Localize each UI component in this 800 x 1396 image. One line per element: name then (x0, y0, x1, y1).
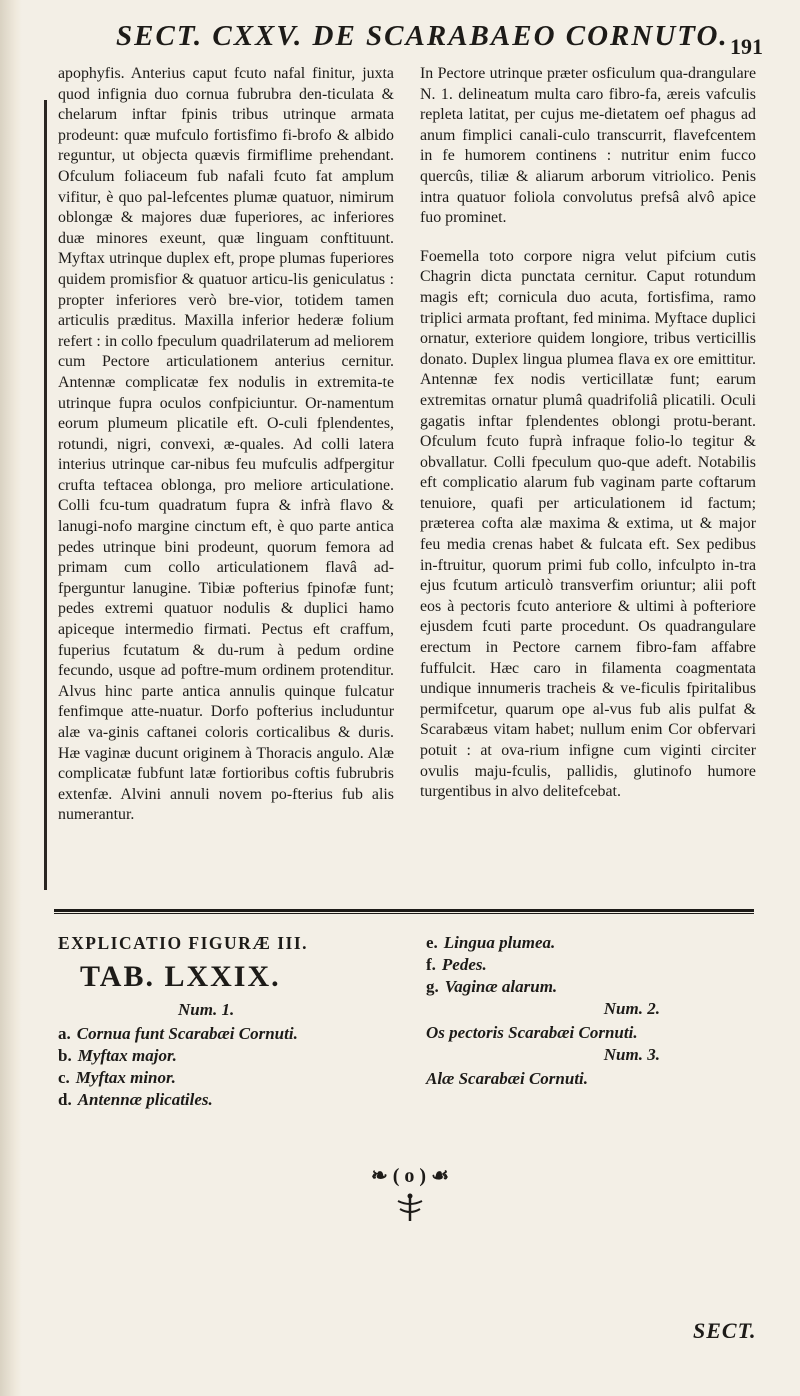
legend-key: e. (426, 933, 438, 952)
ornament-left-icon: ❧ (370, 1165, 388, 1187)
legend-key: g. (426, 977, 439, 996)
catchword: SECT. (693, 1318, 757, 1343)
legend-item (426, 977, 756, 997)
legend-item (58, 1024, 378, 1044)
figure-explanation-right (426, 933, 756, 1091)
legend-item (58, 1046, 378, 1066)
right-text-column (420, 64, 756, 803)
legend-text: Cornua funt Scarabæi Cornuti. (76, 1024, 298, 1043)
legend-item (426, 955, 756, 975)
section-divider (54, 909, 754, 914)
page-number: 191 (730, 34, 763, 59)
legend-item (58, 1068, 378, 1088)
figure-number: Num. 2. (603, 999, 660, 1018)
plate-number: TAB. LXXIX. (80, 960, 281, 993)
legend-item (426, 933, 756, 953)
paragraph: In Pectore utrinque præter osficulum qua-drangulare N. 1. delineatum multa caro fibro-fa, æreis vafculis repleta latitat, per cujus me-dietatem oef phagus ad anum fimplici canali-culo transcurrit, flavefcentem in fe humorem continens : nutritur enim fucco quercûs, tiliæ & aliarum arborum vitriolico. Penis intra quatuor foliola convolutus prefsâ alvô apice fuo prominet. (420, 65, 756, 227)
figure-number: Num. 3. (603, 1045, 660, 1064)
legend-key: a. (58, 1024, 71, 1043)
margin-rule (44, 100, 47, 890)
legend-text: Pedes. (441, 955, 487, 974)
running-head: SECT. CXXV. DE SCARABAEO CORNUTO. (116, 20, 729, 52)
explanation-heading: EXPLICATIO FIGURÆ III. (58, 933, 308, 953)
legend-text: Os pectoris Scarabæi Cornuti. (426, 1023, 638, 1042)
figure-explanation-left (58, 933, 378, 1112)
legend-key: c. (58, 1068, 70, 1087)
binding-gutter (0, 0, 22, 1396)
legend-item (58, 1090, 378, 1110)
legend-text: Myftax minor. (75, 1068, 176, 1087)
legend-text: Vaginæ alarum. (444, 977, 558, 996)
legend-key: d. (58, 1090, 72, 1109)
left-text-column (58, 64, 394, 826)
ornament-text: ( o ) (392, 1165, 427, 1187)
ornament-right-icon: ☙ (431, 1165, 450, 1187)
legend-text: Antennæ plicatiles. (77, 1090, 213, 1109)
paragraph: apophyfis. Anterius caput fcuto nafal finitur, juxta quod infignia duo cornua fubrubra den-ticulata & chelarum inftar fpinis tribus utrinque armata prodeunt: quæ mufculo fortisfimo fi-brofo & albido reguntur, ut objecta quævis firmiflime prehendant. Ofculum foliaceum fub nafali fcuto fat amplum vifitur, è quo pal-lefcentes plumæ quatuor, nimirum oblongæ & majores duæ fuperiores, ac inferiores duæ minores exeunt, quæ linguam conftituunt. Myftax utrinque duplex eft, prope plumas fuperiores quidem promisfior & quatuor articu-lis geniculatus : propter inferiores verò bre-vior, totidem tamen articulis præditus. Maxilla inferior hederæ folium refert : in collo fpeculum quadrilaterum ad meliorem cum Pectore articulationem anterius cernitur. Antennæ complicatæ fex nodulis in extremita-te utrinque fupra oculos confpiciuntur. Or-namentum eorum plumeum plicatile eft. O-culi fplendentes, rotundi, nigri, convexi, æ-quales. Ad colli latera interius utrinque car-nibus feu mufculis adfpergitur crufta teftacea oblonga, pro meliore articulatione. Colli fcu-tum quadratum fupra & infrà flavo & lanugi-nofo margine cinctum eft, è quo parte antica pedes utrinque bini prodeunt, quorum femora ad primam cum collo articulationem flavâ ad-fperguntur lanugine. Tibiæ pofterius fpinofæ funt; pedes extremi quatuor nodulis & duplici hamo apiceque intermedio firmati. Pectus eft craffum, fuperius fcutatum & du-rum à pedum ordine fecundo, usque ad poftre-mum ordinem protenditur. Alvus hinc parte antica annulis quinque fulcatur fenfimque atte-nuatur. Dorfo pofterius includuntur alæ va-ginis caftanei coloris corticalibus & duris. Hæ vaginæ ducunt originem à Thoracis angulo. Alæ complicatæ fubfunt latæ fortioribus coftis fubrubris extenfæ. Alvini annuli novem po-fterius fub alis numerantur. (58, 65, 394, 824)
legend-key: f. (426, 955, 436, 974)
legend-key: b. (58, 1046, 72, 1065)
fleuron-icon (380, 1193, 440, 1223)
legend-text: Lingua plumea. (443, 933, 556, 952)
legend-text: Myftax major. (77, 1046, 177, 1065)
figure-number: Num. 1. (178, 1000, 235, 1019)
legend-text: Alæ Scarabæi Cornuti. (426, 1069, 589, 1088)
paragraph: Foemella toto corpore nigra velut pifcium cutis Chagrin dicta punctata cernitur. Caput rotundum magis eft; cornicula duo acuta, fortisfima, ramo triplici armata proftant, fed minima. Myftace duplici ornatur, exteriore quidem longiore, tribus verticillis donato. Duplex lingua plumea flava ex ore emittitur. Antennæ fex nodis verticillatæ funt; earum extremitas ornatur plumâ quadrifoliâ plicatili. Oculi gagatis inftar fplendentes oblongi protu-berant. Ofculum fcuto fuprà infraque folio-lo tegitur & obvallatur. Colli fpeculum quo-que adeft. Notabilis eft complicatio alarum fub vaginam parte coftarum tenuiore, quafi per articulationem id factum; præterea cofta alæ maxima & extima, ut & major feu media crenas habet & fulcata eft. Sex pedibus in-ftruitur, quorum primi fub collo, infculpto in-tra ejus fcutum articulò transverfim oriuntur; alii poft eos à pectoris fcuto anteriore & ultimi à pofteriore ejusdem fcuti parte procedunt. Os quadrangulare erectum in Pectore carnem fibro-fam affabre fuffulcit. Hæc caro in filamenta coagmentata undique innumeris tracheis & ve-ficulis fpiritalibus permifcetur, quarum ope al-vus fub alis pulfat & Scarabæus vitam habet; nullum enim Cor obfervari potuit : at ova-rium infigne cum viginti circiter ovulis maju-fculis, pallidis, glutinofo humore turgentibus in alvo delitefcebat. (420, 247, 756, 801)
page-ornament (350, 1163, 470, 1188)
